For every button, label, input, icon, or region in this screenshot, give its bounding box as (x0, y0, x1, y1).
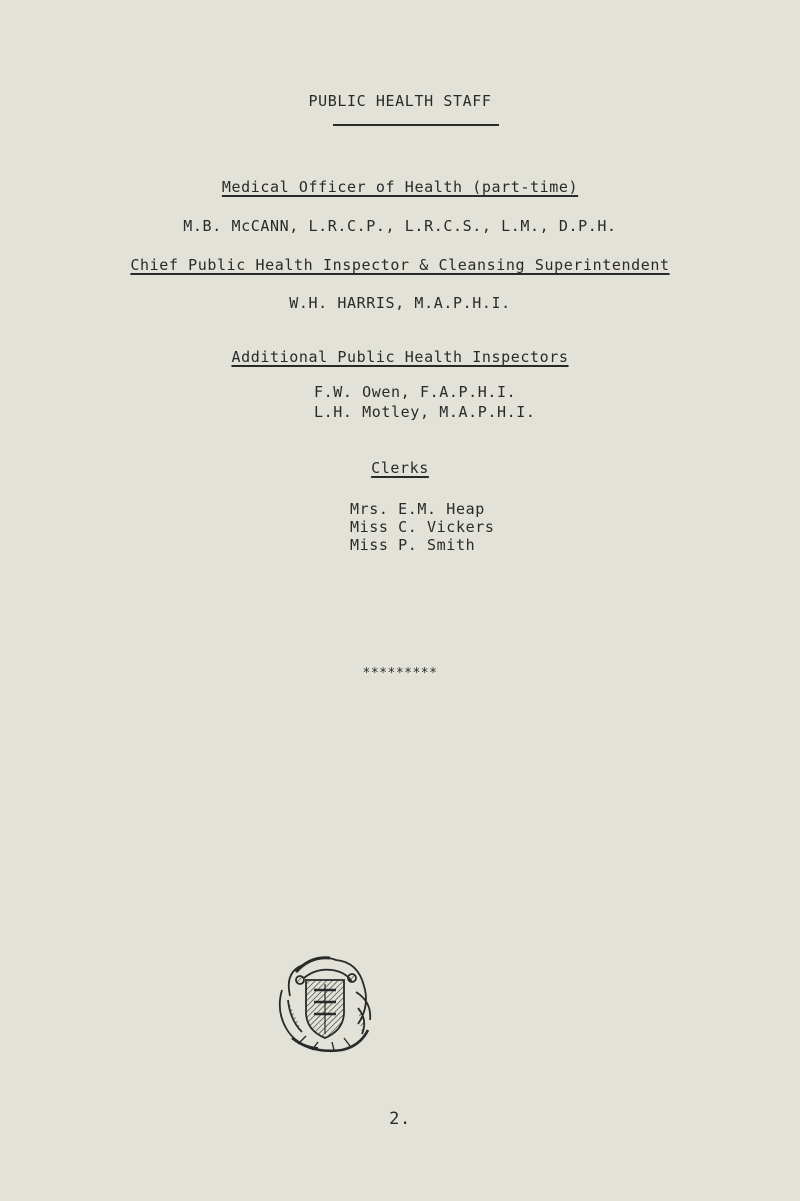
additional-phi-name: F.W. Owen, F.A.P.H.I. (314, 383, 517, 401)
chief-phi-heading: Chief Public Health Inspector & Cleansing Superintendent (130, 256, 670, 274)
page-title: PUBLIC HEALTH STAFF (308, 92, 492, 110)
section-separator: ********* (362, 666, 438, 681)
chief-phi-name: W.H. HARRIS, M.A.P.H.I. (289, 294, 511, 312)
clerk-name: Miss P. Smith (350, 536, 476, 554)
clerks-heading: Clerks (371, 459, 429, 477)
moh-name: M.B. McCANN, L.R.C.P., L.R.C.S., L.M., D.P.H. (183, 217, 617, 235)
title-rule (333, 124, 499, 126)
moh-heading: Medical Officer of Health (part-time) (221, 178, 579, 196)
additional-phi-heading: Additional Public Health Inspectors (231, 348, 569, 366)
page-number: 2. (389, 1109, 411, 1129)
clerk-name: Miss C. Vickers (350, 518, 495, 536)
coat-of-arms-icon (272, 950, 378, 1058)
additional-phi-name: L.H. Motley, M.A.P.H.I. (314, 403, 536, 421)
clerk-name: Mrs. E.M. Heap (350, 500, 485, 518)
